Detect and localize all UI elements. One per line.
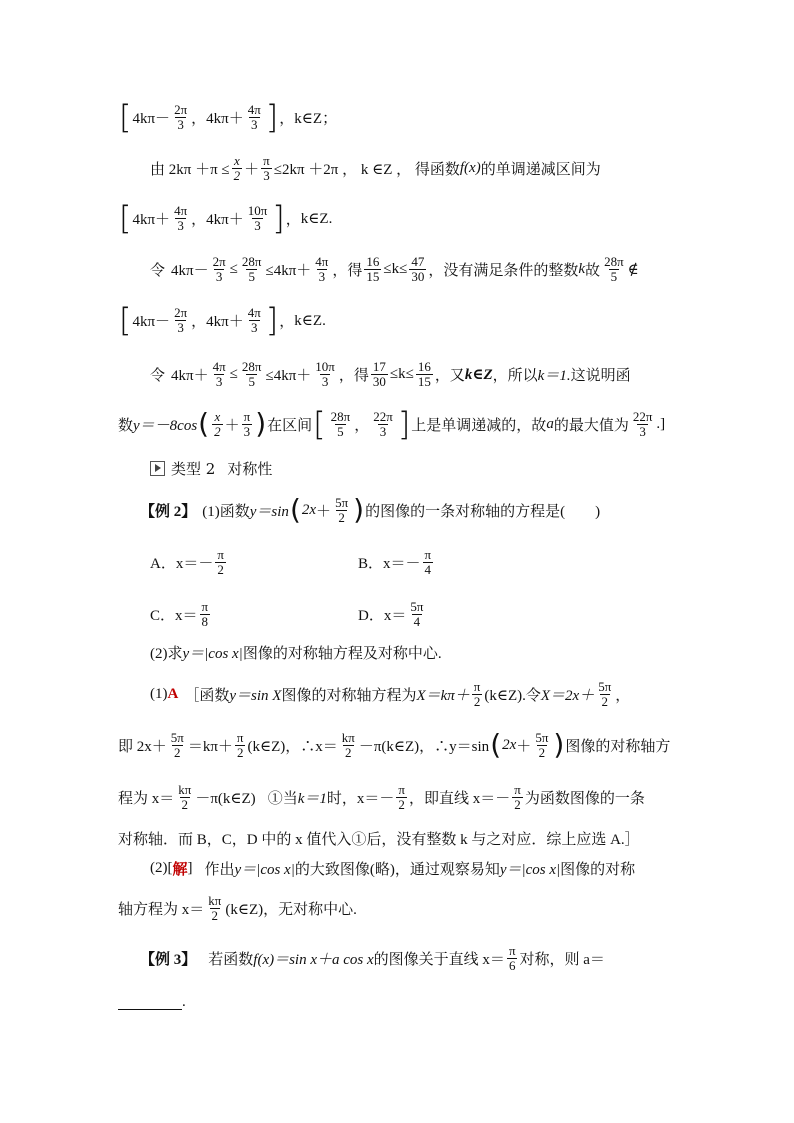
bracket-close: ] bbox=[265, 98, 279, 136]
text: 图像的对称 bbox=[560, 861, 636, 878]
conclusion-line bbox=[118, 404, 678, 444]
expr: ≤ bbox=[229, 260, 238, 277]
expr: ，4kπ＋ bbox=[191, 313, 244, 330]
text: 轴方程为 x＝ bbox=[118, 901, 205, 918]
var-a: a bbox=[546, 415, 554, 432]
fraction: $\frac{x}{2}$ bbox=[233, 152, 241, 183]
expr: y＝|cos x| bbox=[234, 861, 295, 878]
expr: k＝1. bbox=[537, 367, 571, 384]
text: 的图像的一条对称轴的方程是( ) bbox=[365, 503, 601, 520]
fraction: $\frac{28\pi}{5}$ bbox=[241, 358, 262, 389]
expr: ， bbox=[279, 110, 295, 127]
text: 上是单调递减的，故 bbox=[411, 417, 547, 434]
fraction: $\frac{4\pi}{3}$ bbox=[174, 202, 188, 233]
expr: ， bbox=[285, 211, 301, 228]
expr: ，4kπ＋ bbox=[191, 211, 244, 228]
expr: 4kπ－ bbox=[171, 262, 209, 279]
text: (k∈Z)，∴x＝ bbox=[247, 738, 338, 755]
inequality-line-2 bbox=[150, 354, 710, 394]
play-icon bbox=[150, 461, 165, 476]
text: 为函数图像的一条 bbox=[524, 790, 645, 807]
inequality-line-1 bbox=[150, 249, 710, 289]
not-in-symbol: ∉ bbox=[627, 261, 639, 278]
text: 对称，则 a＝ bbox=[519, 951, 605, 968]
expr: y＝sin bbox=[249, 503, 289, 520]
text: ，又 bbox=[434, 367, 465, 384]
text: (2)求 bbox=[150, 645, 183, 662]
interval-line-2 bbox=[118, 198, 678, 238]
example3-question bbox=[140, 938, 700, 978]
paren-close: ) bbox=[353, 493, 365, 526]
paren-open: ( bbox=[198, 407, 210, 440]
fraction: $\frac{\pi}{4}$ bbox=[424, 546, 432, 577]
expr: ， bbox=[354, 417, 370, 434]
text: ＝kπ＋ bbox=[187, 738, 233, 755]
text: －π(k∈Z) bbox=[195, 790, 256, 807]
text: －π(k∈Z)，∴y＝sin bbox=[358, 738, 490, 755]
fraction: $\frac{\pi}{6}$ bbox=[508, 942, 516, 973]
text: (2)[ bbox=[150, 859, 173, 876]
fraction: $\frac{\pi}{2}$ bbox=[217, 546, 224, 577]
bracket-open: [ bbox=[313, 405, 326, 443]
text: ] bbox=[187, 859, 193, 876]
expr: y＝|cos x| bbox=[182, 645, 243, 662]
text: (k∈Z)，无对称中心. bbox=[225, 901, 357, 918]
option-d[interactable]: D．x＝ $\frac{5\pi}{4}$ bbox=[358, 598, 424, 629]
answer-letter: A bbox=[167, 685, 179, 702]
text: 即 2x＋ bbox=[118, 738, 167, 755]
fraction: $\frac{\pi}{2}$ bbox=[398, 781, 405, 812]
expr: k∈Z. bbox=[300, 210, 333, 227]
section-heading bbox=[150, 456, 272, 480]
interval-line-3 bbox=[118, 300, 678, 340]
fraction: $\frac{28\pi}{5}$ bbox=[604, 253, 624, 284]
expr: 4kπ＋ bbox=[171, 367, 209, 384]
text: ，得 bbox=[338, 367, 369, 384]
expr: ， bbox=[279, 313, 295, 330]
text: 对称轴．而 B，C，D 中的 x 值代入①后，没有整数 k 与之对应．综上应选 A.］ bbox=[118, 831, 640, 848]
fraction: $\frac{28\pi}{5}$ bbox=[330, 408, 351, 439]
text: 令 bbox=[150, 262, 166, 279]
expr: ≤k≤ bbox=[383, 260, 408, 277]
example3-blank-line bbox=[118, 982, 678, 1022]
expr: ≤4kπ＋ bbox=[265, 262, 312, 279]
fraction: $\frac{22\pi}{3}$ bbox=[632, 408, 653, 439]
solution-label: 解 bbox=[172, 861, 188, 878]
fraction: $\frac{\pi}{2}$ bbox=[514, 781, 521, 812]
answer1-line1 bbox=[150, 674, 710, 714]
example2-question2 bbox=[150, 632, 710, 672]
fraction: $\frac{4\pi}{3}$ bbox=[247, 101, 261, 132]
expr: f(x)＝sin x＋a cos x bbox=[253, 951, 374, 968]
expr: ≤k≤ bbox=[389, 365, 414, 382]
fraction: $\frac{5\pi}{4}$ bbox=[410, 598, 424, 629]
option-b[interactable]: B．x＝－ $\frac{\pi}{4}$ bbox=[358, 546, 432, 577]
expr: ≤4kπ＋ bbox=[265, 367, 312, 384]
text: ，所以 bbox=[492, 367, 538, 384]
text: 时，x＝－ bbox=[326, 790, 395, 807]
text: ，没有满足条件的整数 bbox=[428, 262, 579, 279]
text: (k∈Z).令 bbox=[484, 687, 541, 704]
text: ， bbox=[615, 687, 631, 704]
fraction: $\frac{k\pi}{2}$ bbox=[178, 781, 192, 812]
example-tag: 【例 3】 bbox=[140, 951, 197, 968]
fraction: $\frac{\pi}{3}$ bbox=[263, 152, 270, 183]
expr: k∈Z bbox=[464, 366, 493, 383]
fraction: $\frac{10\pi}{3}$ bbox=[247, 202, 268, 233]
expr: y＝－8cos bbox=[133, 417, 198, 434]
bracket-open: [ bbox=[119, 301, 132, 339]
text: 由 2kπ ＋π ≤ bbox=[150, 161, 230, 178]
text: 令 bbox=[150, 367, 166, 384]
expr: 4kπ－ bbox=[132, 313, 171, 330]
text: 图像的对称轴方程及对称中心. bbox=[242, 645, 442, 662]
text: (1)函数 bbox=[202, 503, 250, 520]
paren-open: ( bbox=[490, 728, 502, 761]
text: 的单调递减区间为 bbox=[480, 161, 601, 178]
fraction: $\frac{2\pi}{3}$ bbox=[174, 101, 188, 132]
fraction: $\frac{4\pi}{3}$ bbox=[315, 253, 329, 284]
fraction: $\frac{5\pi}{2}$ bbox=[598, 678, 612, 709]
text: 的最大值为 bbox=[553, 417, 629, 434]
bracket-close: ] bbox=[265, 301, 279, 339]
fraction: $\frac{28\pi}{5}$ bbox=[241, 253, 262, 284]
example-tag: 【例 2】 bbox=[140, 503, 197, 520]
fraction: $\frac{\pi}{2}$ bbox=[236, 729, 244, 760]
fraction: $\frac{5\pi}{2}$ bbox=[535, 729, 549, 760]
text: 这说明函 bbox=[570, 367, 631, 384]
var-k: k bbox=[578, 260, 586, 277]
section-title: 对称性 bbox=[227, 459, 273, 478]
text: 的图像关于直线 x＝ bbox=[373, 951, 505, 968]
text: 图像的对称轴方 bbox=[565, 738, 671, 755]
text: ，得 bbox=[332, 262, 363, 279]
paren-close: ) bbox=[553, 728, 565, 761]
fraction: $\frac{47}{30}$ bbox=[411, 253, 425, 284]
answer2-line2 bbox=[118, 888, 678, 928]
bracket-close: ] bbox=[272, 199, 285, 237]
paren-close: ) bbox=[255, 407, 267, 440]
paren-open: ( bbox=[289, 493, 301, 526]
fraction: $\frac{2\pi}{3}$ bbox=[212, 253, 226, 284]
text: 图像的对称轴方程为 bbox=[281, 687, 417, 704]
expr: 4kπ－ bbox=[132, 110, 171, 127]
expr: ＋ bbox=[244, 161, 260, 178]
fraction: $\frac{5\pi}{2}$ bbox=[335, 494, 349, 525]
example2-question1: 【例 2】 (1)函数 y＝sin ( 2x ＋ $\frac{5\pi}{2}$ ) 的图像的一条对称轴的方程是( ) bbox=[140, 493, 601, 526]
fraction: $\frac{\pi}{3}$ bbox=[243, 408, 251, 439]
text: 故 bbox=[585, 262, 601, 279]
fraction: $\frac{\pi}{2}$ bbox=[473, 678, 481, 709]
expr: .] bbox=[656, 415, 666, 432]
expr: k∈Z； bbox=[294, 110, 338, 127]
expr: ，4kπ＋ bbox=[191, 110, 244, 127]
expr: X＝2x＋ bbox=[540, 687, 595, 704]
fraction: $\frac{22\pi}{3}$ bbox=[373, 408, 393, 439]
fraction: $\frac{16}{15}$ bbox=[417, 358, 431, 389]
text: ①当 bbox=[267, 790, 298, 807]
expr: X＝kπ＋ bbox=[416, 687, 470, 704]
fx: f(x) bbox=[459, 159, 481, 176]
text: . bbox=[182, 993, 186, 1010]
decreasing-condition-line bbox=[150, 148, 710, 188]
text: (1) bbox=[150, 685, 168, 702]
bracket-close: ] bbox=[397, 405, 411, 443]
text: ，即直线 x＝－ bbox=[408, 790, 511, 807]
fraction: $\frac{x}{2}$ bbox=[214, 408, 221, 439]
text: 在区间 bbox=[267, 417, 313, 434]
text: 作出 bbox=[204, 861, 235, 878]
option-c[interactable]: C．x＝ $\frac{\pi}{8}$ bbox=[150, 598, 209, 629]
expr: y＝sin X bbox=[229, 687, 282, 704]
answer-blank[interactable] bbox=[118, 995, 182, 1010]
option-a[interactable]: A．x＝－ $\frac{\pi}{2}$ bbox=[150, 546, 224, 577]
answer2-line1 bbox=[150, 848, 710, 888]
answer1-line3 bbox=[118, 777, 678, 817]
bracket-open: [ bbox=[119, 199, 132, 237]
fraction: $\frac{4\pi}{3}$ bbox=[212, 358, 226, 389]
expr: ≤ bbox=[229, 365, 238, 382]
text: 若函数 bbox=[208, 951, 254, 968]
text: 程为 x＝ bbox=[118, 790, 175, 807]
section-label: 类型 2 bbox=[171, 459, 216, 478]
expr: ＋ bbox=[224, 417, 240, 434]
fraction: $\frac{\pi}{8}$ bbox=[201, 598, 209, 629]
answer1-line2: 即 2x＋ $\frac{5\pi}{2}$ ＝kπ＋ $\frac{\pi}{2}$ (k∈Z)，∴x＝ $\frac{k\pi}{2}$ －π(k∈Z)，∴y＝sin ( 2x ＋ $\frac{5\pi}{2}$ ) 图像的对称轴方 bbox=[118, 728, 671, 761]
fraction: $\frac{k\pi}{2}$ bbox=[208, 892, 222, 923]
text: 数 bbox=[118, 417, 134, 434]
fraction: $\frac{16}{15}$ bbox=[366, 253, 380, 284]
expr: 4kπ＋ bbox=[132, 211, 171, 228]
text: ［函数 bbox=[184, 687, 230, 704]
expr: k∈Z. bbox=[294, 312, 326, 329]
fraction: $\frac{10\pi}{3}$ bbox=[315, 358, 335, 389]
text: ≤2kπ ＋2π ， k ∈Z ， 得函数 bbox=[273, 161, 460, 178]
fraction: $\frac{k\pi}{2}$ bbox=[341, 729, 355, 760]
text: 的大致图像(略)，通过观察易知 bbox=[294, 861, 500, 878]
fraction: $\frac{2\pi}{3}$ bbox=[174, 304, 188, 335]
expr: k＝1 bbox=[297, 790, 327, 807]
fraction: $\frac{5\pi}{2}$ bbox=[170, 729, 184, 760]
expr: y＝|cos x| bbox=[499, 861, 561, 878]
interval-line-1 bbox=[118, 97, 678, 137]
fraction: $\frac{17}{30}$ bbox=[372, 358, 386, 389]
bracket-open: [ bbox=[119, 98, 132, 136]
fraction: $\frac{4\pi}{3}$ bbox=[247, 304, 261, 335]
